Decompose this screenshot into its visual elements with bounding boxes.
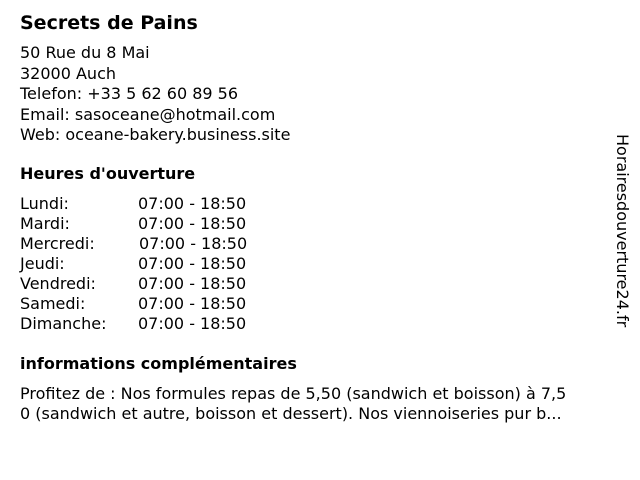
day-label: Vendredi:	[20, 274, 96, 293]
time-range: 07:00 - 18:50	[139, 234, 248, 253]
day-label: Lundi:	[20, 194, 69, 213]
business-name: Secrets de Pains	[20, 12, 198, 34]
contact-block	[20, 43, 290, 146]
time-range: 07:00 - 18:50	[138, 194, 247, 213]
additional-info-heading: informations complémentaires	[20, 354, 297, 373]
address-city: 32000 Auch	[20, 63, 117, 83]
day-label: Mercredi:	[20, 234, 95, 253]
info-line: Profitez de : Nos formules repas de 5,50 (sandwich et boisson) à 7,5	[20, 384, 567, 403]
watermark: Horairesdouverture24.fr	[613, 134, 632, 328]
time-range: 07:00 - 18:50	[138, 274, 247, 293]
additional-info-text	[20, 384, 620, 424]
website: Web: oceane-bakery.business.site	[20, 125, 291, 144]
opening-hours-heading: Heures d'ouverture	[20, 164, 196, 183]
time-range: 07:00 - 18:50	[138, 214, 247, 233]
info-line: 0 (sandwich et autre, boisson et dessert). Nos viennoiseries pur b...	[20, 404, 562, 423]
time-range: 07:00 - 18:50	[138, 254, 247, 273]
time-range: 07:00 - 18:50	[138, 314, 247, 333]
day-label: Mardi:	[20, 214, 70, 233]
time-range: 07:00 - 18:50	[138, 294, 247, 313]
day-label: Jeudi:	[20, 254, 65, 273]
address-street: 50 Rue du 8 Mai	[20, 43, 150, 62]
email-address: Email: sasoceane@hotmail.com	[20, 104, 276, 124]
day-label: Dimanche:	[20, 314, 107, 333]
phone-number: Telefon: +33 5 62 60 89 56	[20, 84, 239, 103]
day-label: Samedi:	[20, 294, 86, 313]
